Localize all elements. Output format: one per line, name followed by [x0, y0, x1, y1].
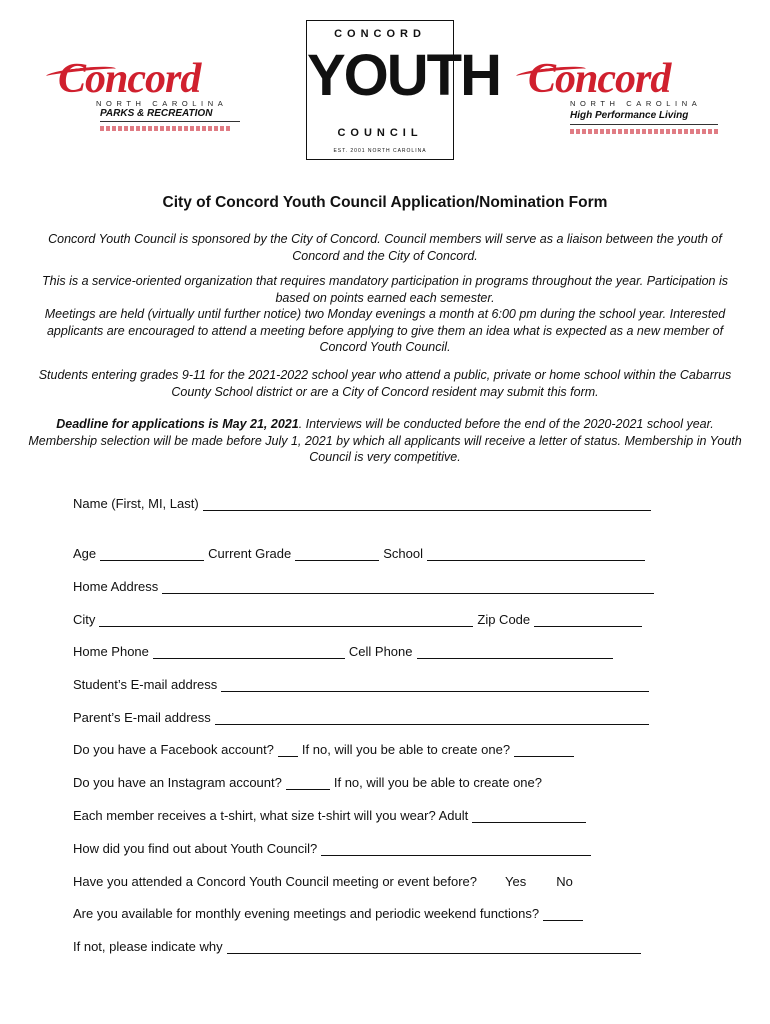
- city-field[interactable]: [99, 613, 473, 627]
- home-phone-label: Home Phone: [73, 644, 149, 659]
- facebook-row: [73, 740, 578, 757]
- logo-est-text: EST. 2001 NORTH CAROLINA: [333, 148, 427, 154]
- meetings-paragraph: Meetings are held (virtually until further notice) two Monday evenings a month at 6:00 pm during the school year. Interested applicants are encouraged to attend a meeting before applying to give them an idea what is expected as a new member of Concord Youth Council.: [44, 307, 726, 354]
- tshirt-row: [73, 806, 590, 823]
- city-zip-row: [73, 610, 646, 627]
- attended-row: [73, 872, 573, 889]
- find-out-label: How did you find out about Youth Council?: [73, 841, 318, 856]
- grade-label: Current Grade: [208, 546, 292, 561]
- tshirt-field[interactable]: [472, 809, 586, 823]
- yes-option[interactable]: Yes: [505, 874, 527, 889]
- name-label: Name (First, MI, Last): [73, 496, 199, 511]
- intro-paragraph: Concord Youth Council is sponsored by the City of Concord. Council members will serve as a liaison between the youth of Concord and the City of Concord.: [48, 232, 722, 263]
- available-field[interactable]: [543, 907, 583, 921]
- logo-script-text: Concord: [528, 56, 671, 102]
- facebook-label: Do you have a Facebook account?: [73, 742, 274, 757]
- instagram-field[interactable]: [286, 776, 330, 790]
- name-field[interactable]: [203, 497, 651, 511]
- logo-bottom-text: COUNCIL: [337, 127, 423, 139]
- parent-email-row: [73, 708, 653, 725]
- parks-recreation-logo: [44, 58, 244, 148]
- not-why-label: If not, please indicate why: [73, 939, 223, 954]
- address-field[interactable]: [162, 580, 654, 594]
- address-row: [73, 577, 658, 594]
- no-option[interactable]: No: [556, 874, 573, 889]
- city-label: City: [73, 612, 96, 627]
- youth-council-logo: [306, 20, 500, 160]
- logo-top-text: CONCORD: [334, 28, 426, 40]
- tshirt-label: Each member receives a t-shirt, what size t-shirt will you wear? Adult: [73, 808, 469, 823]
- student-email-label: Student’s E-mail address: [73, 677, 218, 692]
- zip-field[interactable]: [534, 613, 642, 627]
- deadline-text: Deadline for applications is May 21, 2021: [56, 417, 299, 431]
- parent-email-field[interactable]: [215, 711, 649, 725]
- student-email-row: [73, 675, 653, 692]
- zip-label: Zip Code: [477, 612, 531, 627]
- available-label: Are you available for monthly evening meetings and periodic weekend functions?: [73, 906, 540, 921]
- deadline-paragraph: [26, 416, 744, 466]
- school-label: School: [383, 546, 423, 561]
- facebook-field[interactable]: [278, 743, 298, 757]
- instagram-followup-label: If no, will you be able to create one?: [333, 775, 542, 790]
- high-performance-living-logo: [514, 58, 714, 148]
- facebook-followup-field[interactable]: [514, 743, 574, 757]
- logo-tagline: PARKS & RECREATION: [100, 108, 213, 119]
- cell-phone-label: Cell Phone: [348, 644, 413, 659]
- age-label: Age: [73, 546, 97, 561]
- logo-main-text: YOUTH: [307, 43, 500, 108]
- cell-phone-field[interactable]: [417, 645, 613, 659]
- form-title: City of Concord Youth Council Application/Nomination Form: [162, 194, 608, 211]
- eligibility-paragraph: Students entering grades 9-11 for the 2021-2022 school year who attend a public, private or home school within the Cabarrus County School district or are a City of Concord resident may submit this form.: [38, 368, 732, 399]
- phone-row: [73, 642, 617, 659]
- instagram-row: [73, 773, 542, 790]
- service-paragraph: This is a service-oriented organization that requires mandatory participation in programs throughout the year. Participation is based on points earned each semester.: [42, 274, 728, 305]
- find-out-field[interactable]: [321, 842, 591, 856]
- address-label: Home Address: [73, 579, 159, 594]
- deadline-details: . Interviews will be conducted before the end of the 2020-2021 school year. Membership selection will be made before July 1, 2021 by which all applicants will receive a letter of status. Membership in Youth Council is very competitive.: [28, 417, 742, 464]
- facebook-followup-label: If no, will you be able to create one?: [301, 742, 511, 757]
- logo-tagline: High Performance Living: [570, 110, 689, 121]
- find-out-row: [73, 839, 595, 856]
- attended-label: Have you attended a Concord Youth Council meeting or event before?: [73, 874, 477, 889]
- home-phone-field[interactable]: [153, 645, 345, 659]
- student-email-field[interactable]: [221, 678, 649, 692]
- logo-state-text: NORTH CAROLINA: [96, 99, 228, 108]
- age-field[interactable]: [100, 547, 204, 561]
- parent-email-label: Parent’s E-mail address: [73, 710, 211, 725]
- not-why-row: [73, 937, 645, 954]
- grade-field[interactable]: [295, 547, 379, 561]
- available-row: [73, 904, 587, 921]
- logo-state-text: NORTH CAROLINA: [570, 99, 702, 108]
- logo-script-text: Concord: [58, 56, 201, 102]
- not-why-field[interactable]: [227, 940, 641, 954]
- school-field[interactable]: [427, 547, 645, 561]
- age-grade-school-row: [73, 544, 649, 561]
- instagram-label: Do you have an Instagram account?: [73, 775, 282, 790]
- logo-rule: [100, 121, 240, 122]
- logo-dot-strip: [100, 126, 232, 131]
- name-row: [73, 494, 655, 511]
- logo-dot-strip: [570, 129, 718, 134]
- logo-rule: [570, 124, 718, 125]
